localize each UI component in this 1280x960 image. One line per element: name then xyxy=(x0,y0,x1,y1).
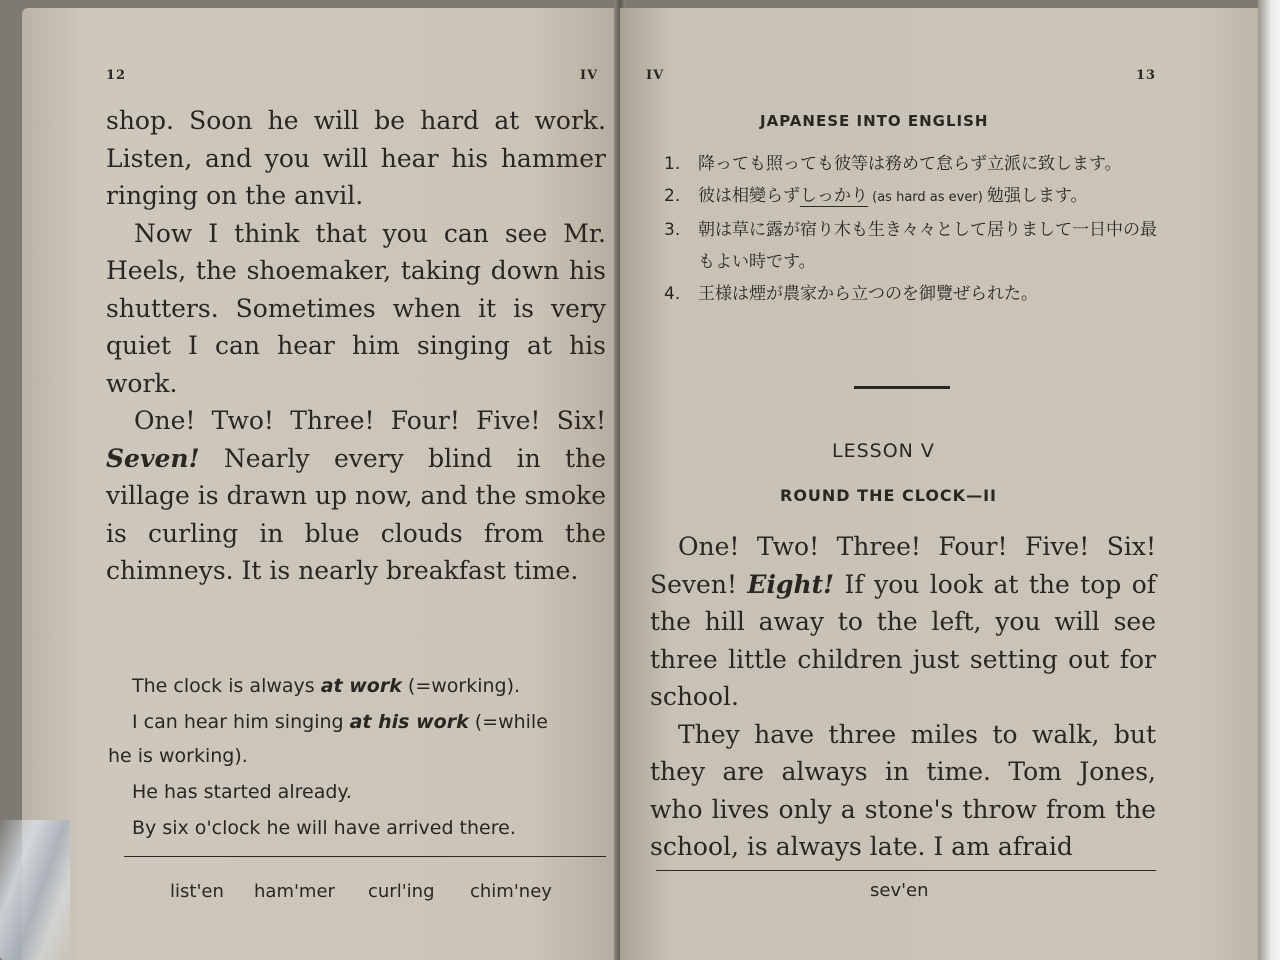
example-emphasis: at work xyxy=(320,675,402,697)
exercise-item xyxy=(664,180,1164,214)
item-number: 3. xyxy=(664,220,681,240)
paragraph-text: If you look at the top of the hill away to the left, you will see three little children just setting out for school. xyxy=(650,569,1156,711)
section-divider xyxy=(854,386,950,389)
footer-rule xyxy=(124,856,606,857)
exercise-heading: JAPANESE INTO ENGLISH xyxy=(760,112,989,130)
vocab-word: list'en xyxy=(170,881,224,902)
right-body-text xyxy=(650,528,1156,866)
example-line xyxy=(132,668,612,704)
left-page-number: 12 xyxy=(106,68,127,83)
paragraph xyxy=(106,402,606,590)
example-text: (=while xyxy=(468,711,548,733)
exercise-item xyxy=(664,148,1164,180)
paragraph xyxy=(650,528,1156,716)
item-number: 1. xyxy=(664,154,681,174)
example-line: By six o'clock he will have arrived there. xyxy=(132,817,516,839)
vocab-word: ham'mer xyxy=(254,881,335,902)
item-text: 朝は草に露が宿り木も生き々々として居りまして一日中の最もよい時です。 xyxy=(698,220,1157,272)
footer-rule xyxy=(656,870,1156,871)
example-line: He has started already. xyxy=(132,781,352,803)
right-section-marker: IV xyxy=(646,68,665,83)
item-number: 4. xyxy=(664,284,681,304)
left-section-marker: IV xyxy=(580,68,599,83)
exercise-item xyxy=(664,278,1164,310)
item-text: 王様は煙が農家から立つのを御覽ぜられた。 xyxy=(698,284,1038,304)
emphasis-text: Seven! xyxy=(106,443,200,473)
gloss-text: (as hard as ever) xyxy=(868,190,987,205)
example-text: (=working). xyxy=(401,675,521,697)
paragraph: They have three miles to walk, but they are always in time. Tom Jones, who lives only a stone's throw from the school, is always late. I am afraid xyxy=(650,719,1156,861)
paragraph-text: One! Two! Three! Four! Five! Six! xyxy=(134,406,606,435)
paragraph-text: Nearly every blind in the village is drawn up now, and the smoke is curling in blue clouds from the chimneys. It is nearly breakfast time. xyxy=(106,443,606,585)
item-text: 勉强します。 xyxy=(986,186,1088,206)
paragraph: shop. Soon he will be hard at work. Listen, and you will hear his hammer ringing on the anvil. xyxy=(106,106,606,210)
example-text: I can hear him singing xyxy=(132,711,350,733)
exercise-item xyxy=(664,214,1164,278)
left-page xyxy=(22,8,620,960)
item-number: 2. xyxy=(664,186,681,206)
exercise-list xyxy=(664,148,1164,310)
vocab-word: chim'ney xyxy=(470,881,552,902)
left-body-text xyxy=(106,102,606,590)
item-text: 彼は相變らず xyxy=(698,186,800,206)
example-line: he is working). xyxy=(108,745,248,767)
example-emphasis: at his work xyxy=(349,711,469,733)
lesson-subtitle: ROUND THE CLOCK—II xyxy=(780,486,997,505)
right-page xyxy=(620,8,1260,960)
lesson-title: LESSON V xyxy=(832,440,935,462)
background-surface xyxy=(1258,0,1280,960)
vocab-word: sev'en xyxy=(870,880,929,901)
paragraph-text: One! Two! Three! Four! Five! Six! Seven! xyxy=(650,532,1156,599)
item-text: 降っても照っても彼等は務めて怠らず立派に致します。 xyxy=(698,154,1122,174)
vocab-word: curl'ing xyxy=(368,881,435,902)
example-line xyxy=(132,704,612,740)
example-text: The clock is always xyxy=(132,675,321,697)
metal-clip xyxy=(0,820,70,960)
emphasis-text: Eight! xyxy=(747,569,835,599)
underlined-text: しっかり xyxy=(800,186,868,206)
right-page-number: 13 xyxy=(1136,68,1157,83)
example-sentences xyxy=(108,668,612,846)
paragraph: Now I think that you can see Mr. Heels, the shoemaker, taking down his shutters. Sometimes when it is very quiet I can hear him singing at his work. xyxy=(106,218,606,398)
